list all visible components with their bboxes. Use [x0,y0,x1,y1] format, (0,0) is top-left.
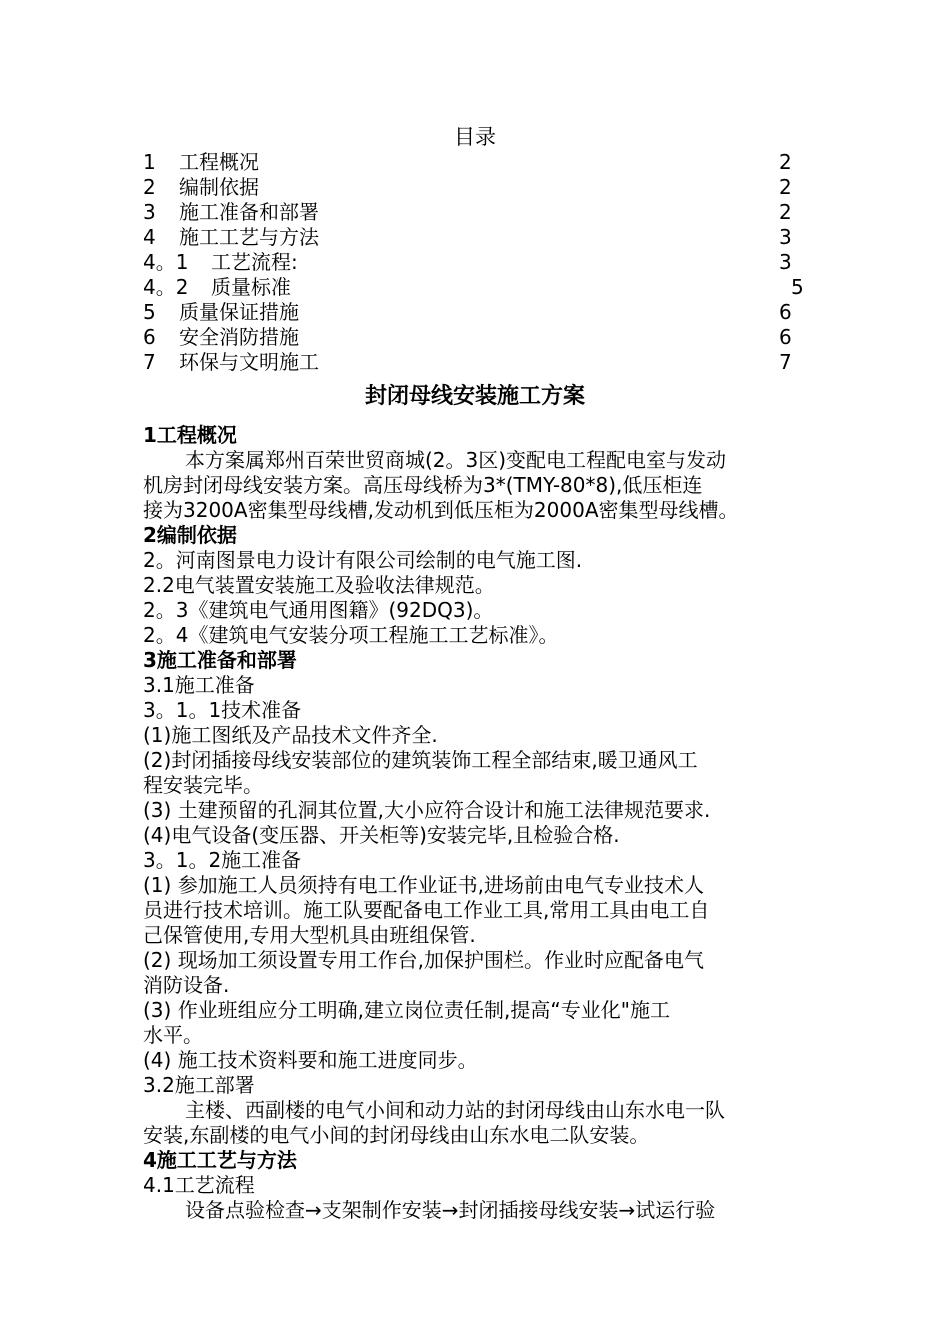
paragraph-line: (1) 参加施工人员须持有电工作业证书,进场前由电气专业技术人 [143,873,705,897]
subsection-heading: 3。1。1技术准备 [143,698,302,722]
section-heading: 3施工准备和部署 [143,648,297,672]
toc-page-number: 6 [779,325,792,349]
toc-row[interactable] [143,275,823,300]
paragraph-line: (3) 土建预留的孔洞其位置,大小应符合设计和施工法律规范要求. [143,798,711,822]
toc-label: 工程概况 [179,150,259,174]
section-heading: 4施工工艺与方法 [143,1148,297,1172]
paragraph-line: 接为3200A密集型母线槽,发动机到低压柜为2000A密集型母线槽。 [143,498,739,522]
paragraph-line: 安装,东副楼的电气小间的封闭母线由山东水电二队安装。 [143,1123,650,1147]
toc-number: 7 [143,350,156,374]
toc-number: 2 [143,175,156,199]
section-heading: 2编制依据 [143,523,237,547]
paragraph-line: (2) 现场加工须设置专用工作台,加保护围栏。作业时应配备电气 [143,948,705,972]
paragraph-line: 主楼、西副楼的电气小间和动力站的封闭母线由山东水电一队 [185,1098,725,1122]
paragraph-line: (4)电气设备(变压器、开关柜等)安装完毕,且检验合格. [143,823,620,847]
paragraph-line: (1)施工图纸及产品技术文件齐全. [143,723,438,747]
paragraph-line: 程安装完毕。 [143,773,263,797]
toc-title: 目录 [454,125,496,149]
toc-label: 质量保证措施 [179,300,299,324]
toc-label: 环保与文明施工 [179,350,319,374]
subsection-heading: 4.1工艺流程 [143,1173,255,1197]
paragraph-line: 2.2电气装置安装施工及验收法律规范。 [143,573,495,597]
toc-page-number: 2 [779,150,792,174]
paragraph-line: 2。河南图景电力设计有限公司绘制的电气施工图. [143,548,583,572]
toc-row[interactable] [143,300,823,325]
toc-label: 工艺流程: [211,250,298,274]
paragraph-line: 己保管使用,专用大型机具由班组保管. [143,923,476,947]
toc-page-number: 3 [779,225,792,249]
toc-row[interactable] [143,325,823,350]
toc-page-number: 7 [779,350,792,374]
paragraph-line: 员进行技术培训。施工队要配备电工作业工具,常用工具由电工自 [143,898,710,922]
subsection-heading: 3.2施工部署 [143,1073,255,1097]
toc-page-number: 2 [779,175,792,199]
table-of-contents [143,150,823,375]
paragraph-line: 消防设备. [143,973,230,997]
paragraph-line: (4) 施工技术资料要和施工进度同步。 [143,1048,478,1072]
toc-label: 施工工艺与方法 [179,225,319,249]
toc-page-number: 5 [791,275,804,299]
subsection-heading: 3.1施工准备 [143,673,255,697]
toc-row[interactable] [143,250,823,275]
document-body [143,423,808,1223]
paragraph-line: (3) 作业班组应分工明确,建立岗位责任制,提高“专业化"施工 [143,998,670,1022]
toc-row[interactable] [143,350,823,375]
subsection-heading: 3。1。2施工准备 [143,848,302,872]
toc-number: 1 [143,150,156,174]
paragraph-line: 设备点验检查→支架制作安装→封闭插接母线安装→试运行验 [185,1198,716,1222]
toc-row[interactable] [143,150,823,175]
toc-number: 4。1 [143,250,189,274]
toc-page-number: 2 [779,200,792,224]
toc-label: 安全消防措施 [179,325,299,349]
toc-row[interactable] [143,200,823,225]
paragraph-line: 机房封闭母线安装方案。高压母线桥为3*(TMY-80*8),低压柜连 [143,473,703,497]
toc-page-number: 6 [779,300,792,324]
toc-number: 5 [143,300,156,324]
toc-page-number: 3 [779,250,792,274]
toc-number: 4 [143,225,156,249]
paragraph-line: 2。4《建筑电气安装分项工程施工工艺标准》。 [143,623,559,647]
toc-label: 质量标准 [211,275,291,299]
toc-row[interactable] [143,175,823,200]
document-title: 封闭母线安装施工方案 [364,384,585,409]
paragraph-line: (2)封闭插接母线安装部位的建筑装饰工程全部结束,暖卫通风工 [143,748,698,772]
paragraph-line: 水平。 [143,1023,203,1047]
toc-number: 3 [143,200,156,224]
toc-number: 4。2 [143,275,189,299]
paragraph-line: 本方案属郑州百荣世贸商城(2。3区)变配电工程配电室与发动 [185,448,727,472]
section-heading: 1工程概况 [143,423,237,447]
toc-label: 施工准备和部署 [179,200,319,224]
toc-number: 6 [143,325,156,349]
paragraph-line: 2。3《建筑电气通用图籍》(92DQ3)。 [143,598,494,622]
toc-label: 编制依据 [179,175,259,199]
toc-row[interactable] [143,225,823,250]
